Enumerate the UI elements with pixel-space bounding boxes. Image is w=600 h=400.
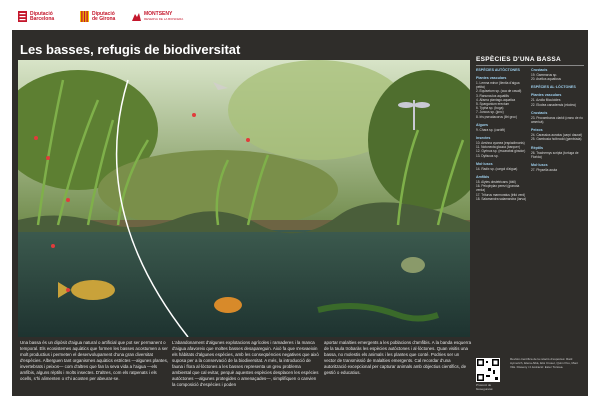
qr-code-icon[interactable] — [476, 358, 500, 382]
species-group — [531, 146, 583, 159]
species-item: 11. Notonecta glauca (barquer) — [476, 145, 520, 150]
species-group-heading: Crustacis — [531, 68, 548, 72]
crayfish-icon — [214, 297, 242, 313]
species-group — [531, 85, 583, 89]
dipgi-line1: Diputació — [92, 10, 115, 17]
species-item: 27. Physella acuta — [531, 168, 558, 173]
species-item: 19. Gammarus sp. — [531, 73, 558, 77]
species-group — [476, 175, 528, 201]
species-group — [531, 128, 583, 141]
dipgi-mark-icon — [80, 11, 89, 22]
species-group-heading: ESPÈCIES AL·LÒCTONES — [531, 85, 576, 90]
montseny-line2: RESERVA DE LA BIOSFERA — [144, 16, 184, 21]
species-group — [531, 93, 583, 106]
species-item: 22. Elodea canadensis (elodea) — [531, 102, 576, 107]
species-group — [531, 111, 583, 124]
species-item: 8. Iris pseudacorus (lliri groc) — [476, 114, 517, 119]
species-item: 6. Typha sp. (boga) — [476, 106, 504, 111]
species-item: 2. Equisetum sp. (cua de cavall) — [476, 89, 522, 94]
species-group-heading: Crustacis — [531, 110, 548, 115]
species-group — [476, 76, 528, 119]
caption-paragraph-1: Una bassa és un dipòsit d'aigua natural o artificial que pot ser permanent o temporal. Els ecosistemes aquàtics que formen les basses acostumen a ser molt productius i permeten el desenvolupament d'una gran diversitat d'espècies. Alberguen tant organismes aquàtics estrictes —algunes plantes, invertebrats i peixos— com d'altres que fan la seva vida a l'aigua —els amfibis, alguns rèptils i molts insectes. D'altres, com els ratpenats i els ocells, s'hi alimenten o s'hi acosten per abeurar-se. — [20, 340, 169, 381]
species-item: 10. Aeshna cyanea (espiadimonis) — [476, 141, 525, 146]
species-column-1 — [476, 68, 528, 205]
pond-scene — [18, 60, 470, 337]
species-item: 20. Asellus aquaticus — [531, 77, 561, 82]
logo-bar — [12, 8, 588, 30]
caption-paragraph-2: L'abandonament d'algunes explotacions agrícoles i ramaderes i la manca d'aigua afavoreix que moltes basses desapareguin. Això fa que s'esvaeixin els hàbitats d'algunes espècies, amb les conseqüències negatives que això suposa per a la conservació de la biodiversitat. A més, la introducció de fauna i flora al·lòctones a les basses representa un greu problema ambiental que cal evitar, perquè aquestes espècies desplacen les espècies autòctones —algunes protegides o amenaçades—, simplifiquen o canvien la composició d'espècies i poden — [172, 340, 319, 387]
species-item: 14. Radix sp. (cargol d'aigua) — [476, 166, 518, 171]
species-item: 5. Sparganium erectum — [476, 102, 510, 107]
species-item: 12. Gyrinus sp. (escarabat girador) — [476, 149, 526, 154]
diba-line1: Diputació — [30, 10, 53, 17]
caption-paragraph-3: aportar malalties emergents a les poblacions d'amfibis. A la banda esquerra de la taula trobaràs les espècies autòctones i al·lòctones. Quan visitis una bassa, no molestis els animals i les plantes que conté. Podries ser un vector de transmissió de malalties emergents. Cal recordar d'una autorització excepcional per capturar animals amb objectius científics, de gestió o educatius. — [324, 340, 472, 375]
species-column-2 — [531, 68, 583, 205]
species-group-heading: Insectes — [476, 136, 491, 141]
diba-line2: Barcelona — [30, 15, 55, 22]
species-group — [476, 136, 528, 158]
species-item: 16. Pelophylax perezi (granota verda) — [476, 184, 520, 193]
diputacio-barcelona-logo — [18, 11, 54, 22]
species-item: 1. Lemna minor (llentia d'aigua petita) — [476, 81, 520, 90]
montseny-logo — [132, 11, 183, 22]
turtle-icon — [401, 257, 425, 273]
species-item: 13. Dytiscus sp. — [476, 153, 499, 158]
species-item: 26. Trachemys scripta (tortuga de Florida) — [531, 150, 579, 159]
qr-label: Protocol de bioseguretat — [476, 383, 493, 391]
species-group — [531, 163, 583, 172]
montseny-line1: MONTSENY — [144, 10, 173, 17]
species-item: 24. Carassius auratus (carpí daurat) — [531, 133, 583, 138]
species-item: 4. Alisma plantago-aquatica — [476, 97, 516, 102]
species-group-heading: Mol·luscs — [531, 163, 548, 168]
species-list-title: ESPÈCIES D'UNA BASSA — [476, 56, 584, 66]
species-group-heading: Peixos — [531, 128, 543, 133]
species-group-heading: Mol·luscs — [476, 161, 493, 166]
mountain-icon — [132, 11, 141, 22]
species-group-heading: Plantes vasculars — [476, 76, 507, 80]
species-item: 15. Alytes obstetricans (tòtil) — [476, 180, 516, 185]
species-list — [476, 56, 584, 394]
species-group — [476, 123, 528, 132]
species-item: 9. Chara sp. (caròfit) — [476, 127, 506, 132]
species-item: 21. Azolla filiculoides — [531, 98, 561, 103]
species-group-heading: Plantes vasculars — [531, 93, 562, 98]
species-group-heading: Algues — [476, 122, 488, 127]
information-board — [12, 8, 588, 396]
species-item: 3. Ranunculus aquatilis — [476, 93, 509, 98]
species-item: 25. Gambusia holbrooki (gambúsia) — [531, 137, 582, 142]
species-item: 7. Juncus sp. (jonc) — [476, 110, 504, 115]
species-group — [476, 162, 528, 171]
species-group-heading: Rèptils — [531, 145, 543, 150]
species-group-heading: Amfibis — [476, 175, 490, 180]
species-item: 17. Triturus marmoratus (tritó verd) — [476, 192, 526, 197]
diba-mark-icon — [18, 11, 27, 22]
species-group-heading: ESPÈCIES AUTÒCTONES — [476, 68, 520, 72]
diputacio-girona-logo — [80, 11, 115, 22]
credits: Revisió científica de la relació d'espècies: Raül Aymerich, Elena Albà, Eloi Cruset, Quim Pou, Marc Vilà. Disseny i il·lustració: Ester Tortosa. — [510, 357, 579, 369]
dipgi-line2: de Girona — [92, 15, 116, 22]
content-panel — [12, 30, 588, 396]
species-group — [531, 68, 583, 81]
species-item: 18. Salamandra salamandra (larva) — [476, 196, 526, 201]
species-group — [476, 68, 528, 72]
pond-illustration — [18, 60, 470, 337]
species-item: 23. Procambarus clarkii (cranc de riu americà) — [531, 115, 583, 125]
page-title: Les basses, refugis de biodiversitat — [20, 42, 241, 57]
